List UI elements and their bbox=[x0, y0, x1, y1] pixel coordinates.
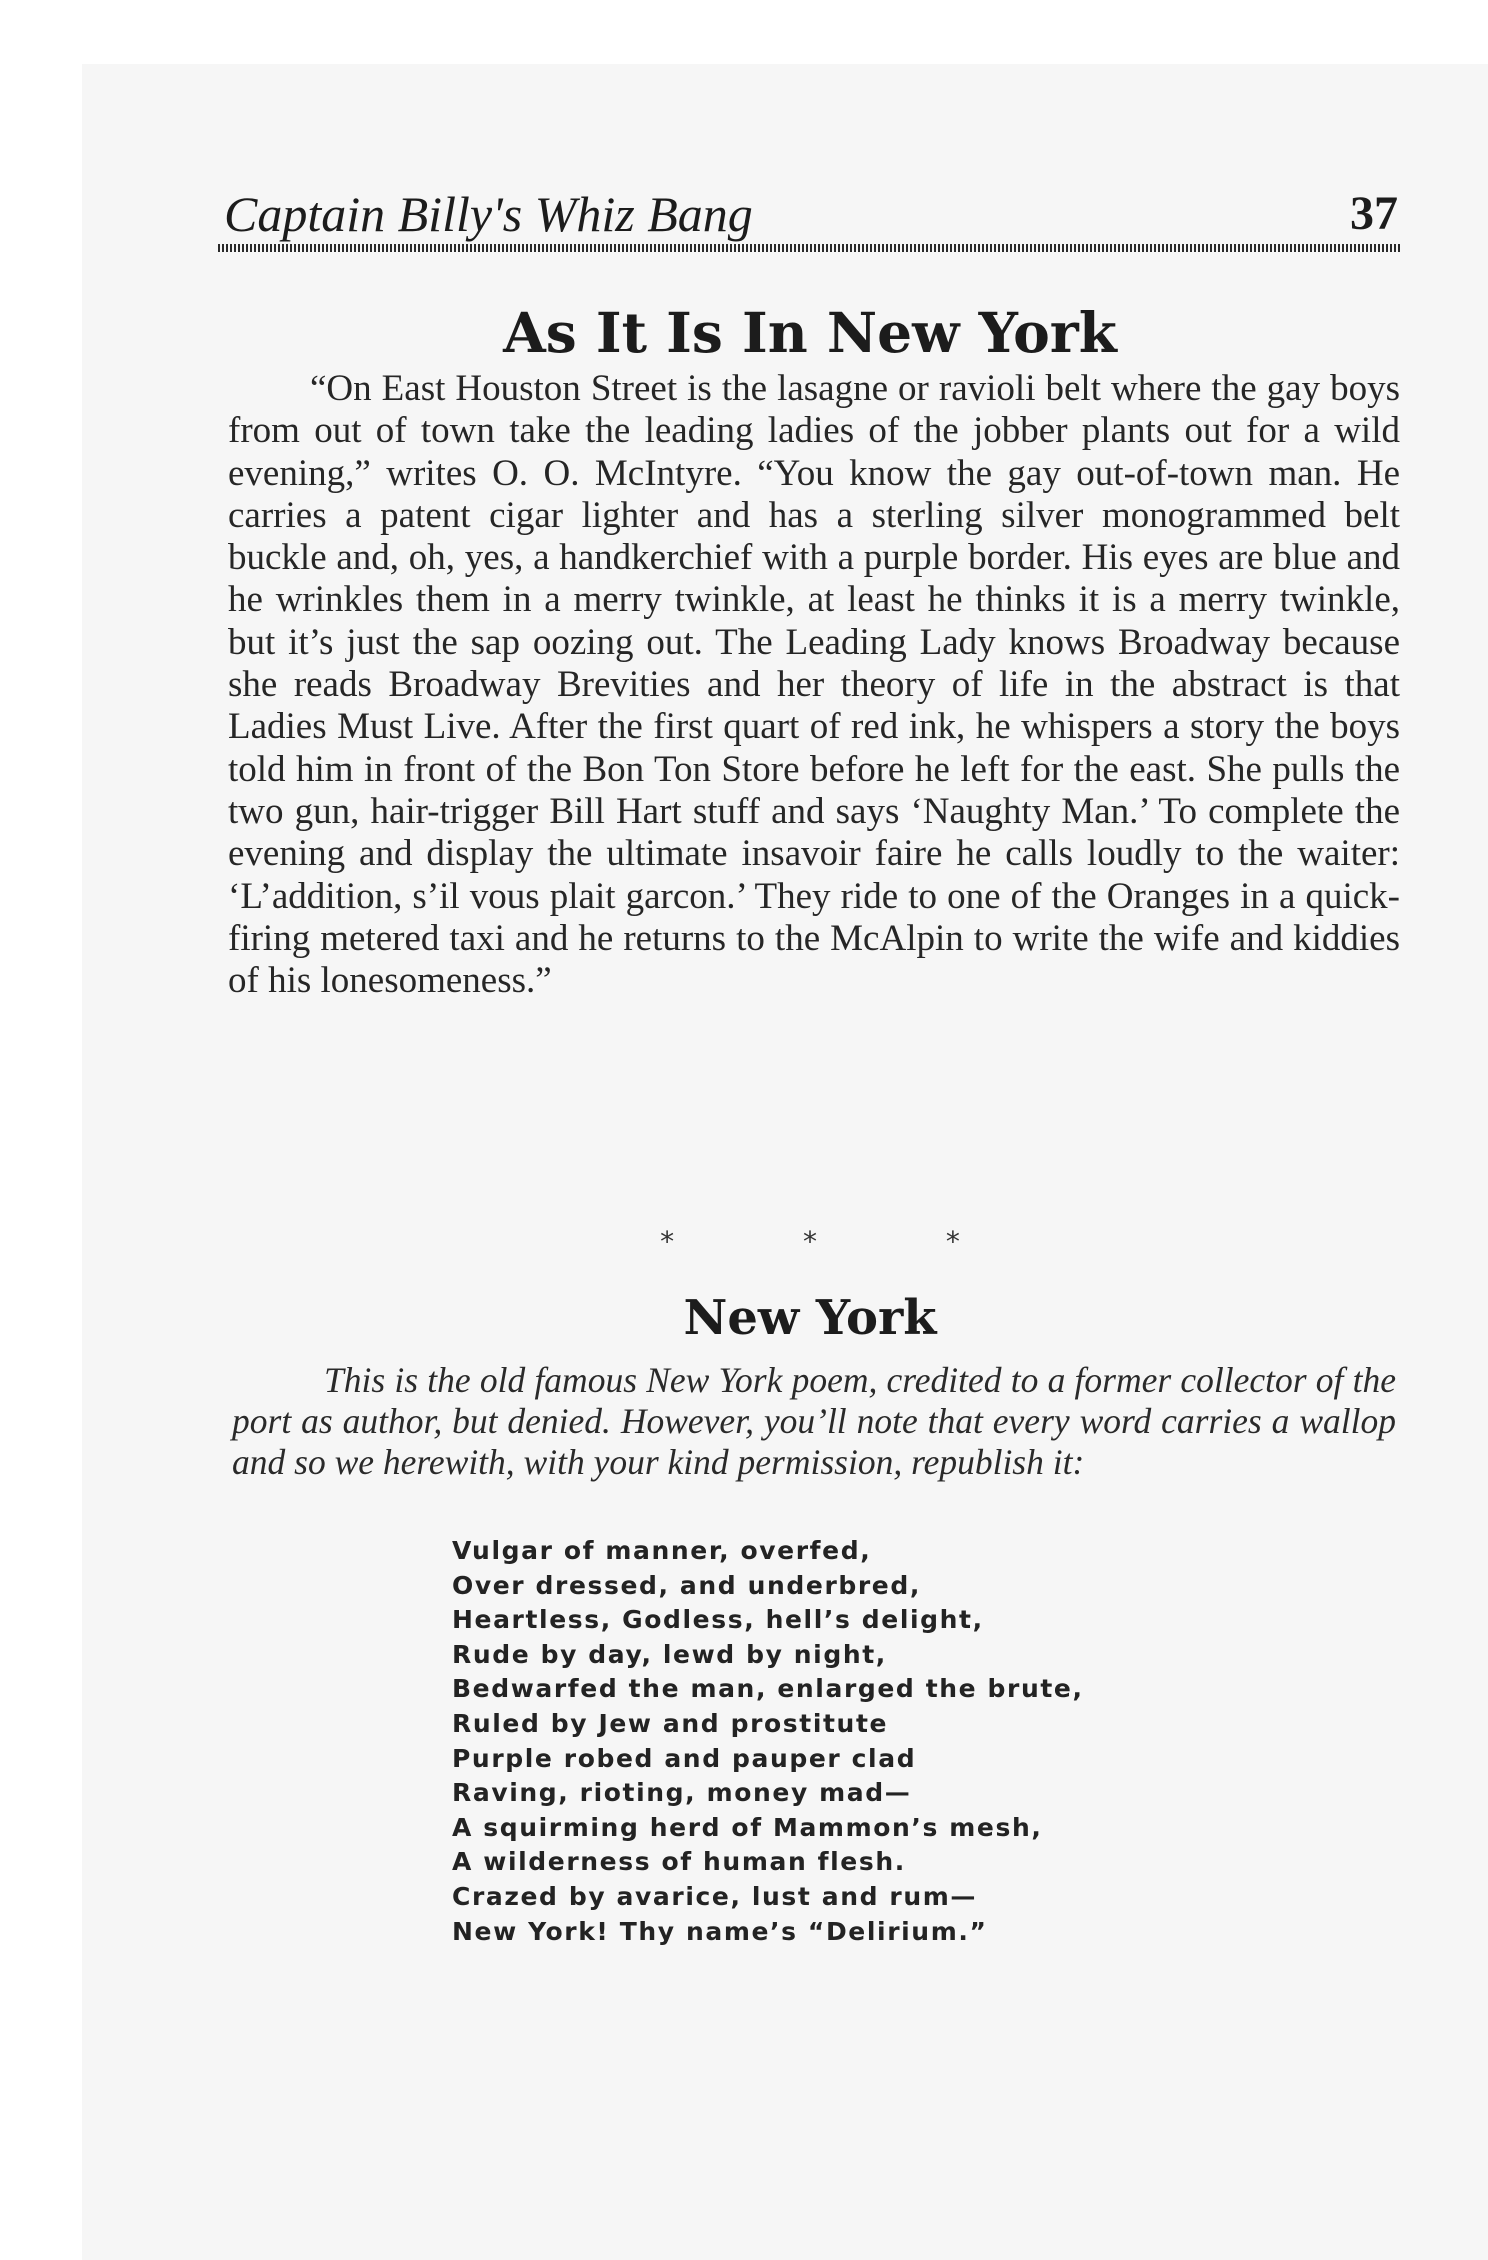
poem-line: Rude by day, lewd by night, bbox=[452, 1639, 887, 1669]
poem-line: Heartless, Godless, hell’s delight, bbox=[452, 1605, 984, 1635]
poem-line: Crazed by avarice, lust and rum— bbox=[452, 1881, 978, 1911]
page-number: 37 bbox=[1350, 187, 1398, 240]
poem-line: A wilderness of human flesh. bbox=[452, 1847, 906, 1877]
poem-line: Over dressed, and underbred, bbox=[452, 1570, 921, 1600]
article-title: As It Is In New York bbox=[503, 300, 1117, 365]
poem-line: Ruled by Jew and prostitute bbox=[452, 1708, 889, 1738]
poem-lines bbox=[452, 1534, 1352, 1949]
magazine-title: Captain Billy's Whiz Bang bbox=[224, 186, 753, 242]
poem-intro: This is the old famous New York poem, credited to a former collector of the port as author, but denied. However, you’ll note that every word carries a wallop and so we herewith, with your kind permission, republish it: bbox=[232, 1360, 1396, 1482]
poem-line: Bedwarfed the man, enlarged the brute, bbox=[452, 1674, 1084, 1704]
running-head bbox=[222, 186, 1398, 242]
header-rule bbox=[218, 244, 1400, 252]
poem-line: A squirming herd of Mammon’s mesh, bbox=[452, 1812, 1043, 1842]
poem-title: New York bbox=[683, 1290, 937, 1346]
article-body: “On East Houston Street is the lasagne or ravioli belt where the gay boys from out of town take the leading ladies of the jobber plants out for a wild evening,” writes O. O. McIntyre. “You know the gay out-of-town man. He carries a patent cigar lighter and has a sterling silver monogrammed belt buckle and, oh, yes, a handkerchief with a purple border. His eyes are blue and he wrinkles them in a merry twinkle, at least he thinks it is a merry twinkle, but it’s just the sap oozing out. The Leading Lady knows Broadway because she reads Broadway Brevities and her theory of life in the abstract is that Ladies Must Live. After the first quart of red ink, he whispers a story the boys told him in front of the Bon Ton Store before he left for the east. She pulls the two gun, hair-trigger Bill Hart stuff and says ‘Naughty Man.’ To complete the evening and display the ultimate insavoir faire he calls loudly to the waiter: ‘L’addition, s’il vous plait garcon.’ They ride to one of the Oranges in a quick-firing metered taxi and he returns to the McAlpin to write the wife and kiddies of his lonesomeness.” bbox=[228, 368, 1400, 1002]
poem-line: New York! Thy name’s “Delirium.” bbox=[452, 1916, 988, 1946]
poem-line: Vulgar of manner, overfed, bbox=[452, 1536, 872, 1565]
section-separator: * * * bbox=[660, 1225, 1020, 1258]
poem-line: Raving, rioting, money mad— bbox=[452, 1778, 912, 1808]
poem-line: Purple robed and pauper clad bbox=[452, 1743, 917, 1773]
